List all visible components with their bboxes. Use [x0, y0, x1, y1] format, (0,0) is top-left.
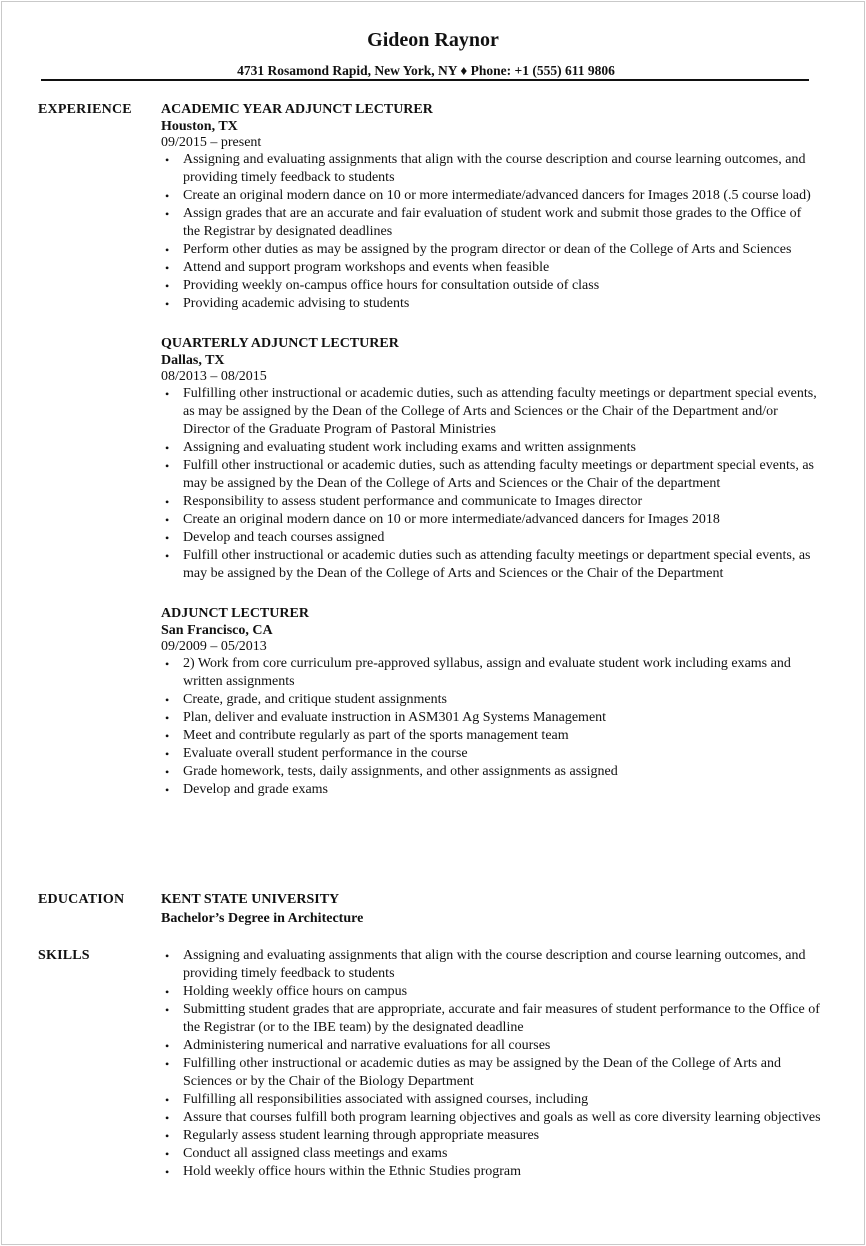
candidate-name: Gideon Raynor — [367, 29, 499, 51]
list-item: • Assure that courses fulfill both program learning objectives and goals as well as core diversity learning objectives — [161, 1109, 821, 1127]
list-item: • Perform other duties as may be assigned by the program director or dean of the College of Arts and Sciences — [161, 241, 821, 259]
education-entry — [161, 891, 821, 929]
job-title: ACADEMIC YEAR ADJUNCT LECTURER — [161, 102, 433, 117]
skills-bullets — [161, 947, 821, 1181]
list-item: • Develop and teach courses assigned — [161, 529, 821, 547]
list-item: • Fulfilling other instructional or academic duties, such as attending faculty meetings or department special events, as may be assigned by the Dean of the College of Arts and Sciences or the Chair of the Department and/or Director of the Graduate Program of Pastoral Ministries — [161, 385, 821, 439]
header-divider — [41, 79, 809, 81]
list-item: • Create an original modern dance on 10 or more intermediate/advanced dancers for Images 2018 — [161, 511, 821, 529]
job-entry — [161, 605, 821, 799]
list-item: • Fulfill other instructional or academic duties such as attending faculty meetings or department special events, as may be assigned by the Dean of the College of Arts and Sciences or the Chair of the Department — [161, 547, 821, 583]
job-dates: 09/2015 – present — [161, 135, 262, 150]
experience-heading: EXPERIENCE — [38, 102, 132, 117]
list-item: • Hold weekly office hours within the Ethnic Studies program — [161, 1163, 821, 1181]
job-duties — [161, 385, 821, 583]
job-entry — [161, 101, 821, 313]
list-item: • Conduct all assigned class meetings and exams — [161, 1145, 821, 1163]
job-entry — [161, 335, 821, 583]
list-item: • Meet and contribute regularly as part of the sports management team — [161, 727, 821, 745]
list-item: • Evaluate overall student performance in the course — [161, 745, 821, 763]
list-item: • Responsibility to assess student performance and communicate to Images director — [161, 493, 821, 511]
list-item: • Grade homework, tests, daily assignments, and other assignments as assigned — [161, 763, 821, 781]
list-item: • Providing weekly on-campus office hours for consultation outside of class — [161, 277, 821, 295]
list-item: • Fulfilling all responsibilities associated with assigned courses, including — [161, 1091, 821, 1109]
job-location: San Francisco, CA — [161, 623, 273, 638]
list-item: • Assign grades that are an accurate and fair evaluation of student work and submit those grades to the Office of the Registrar by designated deadlines — [161, 205, 821, 241]
education-heading: EDUCATION — [38, 892, 125, 907]
list-item: • Assigning and evaluating student work including exams and written assignments — [161, 439, 821, 457]
job-title: QUARTERLY ADJUNCT LECTURER — [161, 336, 399, 351]
list-item: • Providing academic advising to students — [161, 295, 821, 313]
list-item: • Assigning and evaluating assignments that align with the course description and course learning outcomes, and providing timely feedback to students — [161, 151, 821, 187]
job-dates: 08/2013 – 08/2015 — [161, 369, 267, 384]
job-dates: 09/2009 – 05/2013 — [161, 639, 267, 654]
list-item: • Fulfill other instructional or academic duties, such as attending faculty meetings or department special events, as may be assigned by the Dean of the College of Arts and Sciences or the Chair of the department — [161, 457, 821, 493]
list-item: • Regularly assess student learning through appropriate measures — [161, 1127, 821, 1145]
list-item: • 2) Work from core curriculum pre-approved syllabus, assign and evaluate student work including exams and written assignments — [161, 655, 821, 691]
skills-heading: SKILLS — [38, 948, 90, 963]
job-duties — [161, 151, 821, 313]
list-item: • Plan, deliver and evaluate instruction in ASM301 Ag Systems Management — [161, 709, 821, 727]
job-location: Dallas, TX — [161, 353, 225, 368]
degree-name: Bachelor’s Degree in Architecture — [161, 911, 364, 926]
list-item: • Fulfilling other instructional or academic duties as may be assigned by the Dean of the College of Arts and Sciences or by the Chair of the Biology Department — [161, 1055, 821, 1091]
list-item: • Administering numerical and narrative evaluations for all courses — [161, 1037, 821, 1055]
job-location: Houston, TX — [161, 119, 238, 134]
list-item: • Create an original modern dance on 10 or more intermediate/advanced dancers for Images 2018 (.5 course load) — [161, 187, 821, 205]
contact-line: 4731 Rosamond Rapid, New York, NY ♦ Phone: +1 (555) 611 9806 — [237, 63, 615, 78]
list-item: • Develop and grade exams — [161, 781, 821, 799]
list-item: • Assigning and evaluating assignments that align with the course description and course learning outcomes, and providing timely feedback to students — [161, 947, 821, 983]
school-name: KENT STATE UNIVERSITY — [161, 892, 340, 907]
list-item: • Holding weekly office hours on campus — [161, 983, 821, 1001]
job-title: ADJUNCT LECTURER — [161, 606, 309, 621]
job-duties — [161, 655, 821, 799]
experience-list — [161, 101, 821, 821]
list-item: • Attend and support program workshops and events when feasible — [161, 259, 821, 277]
list-item: • Create, grade, and critique student assignments — [161, 691, 821, 709]
list-item: • Submitting student grades that are appropriate, accurate and fair measures of student performance to the Office of the Registrar (or to the IBE team) by the designated deadline — [161, 1001, 821, 1037]
skills-list — [161, 947, 821, 1181]
